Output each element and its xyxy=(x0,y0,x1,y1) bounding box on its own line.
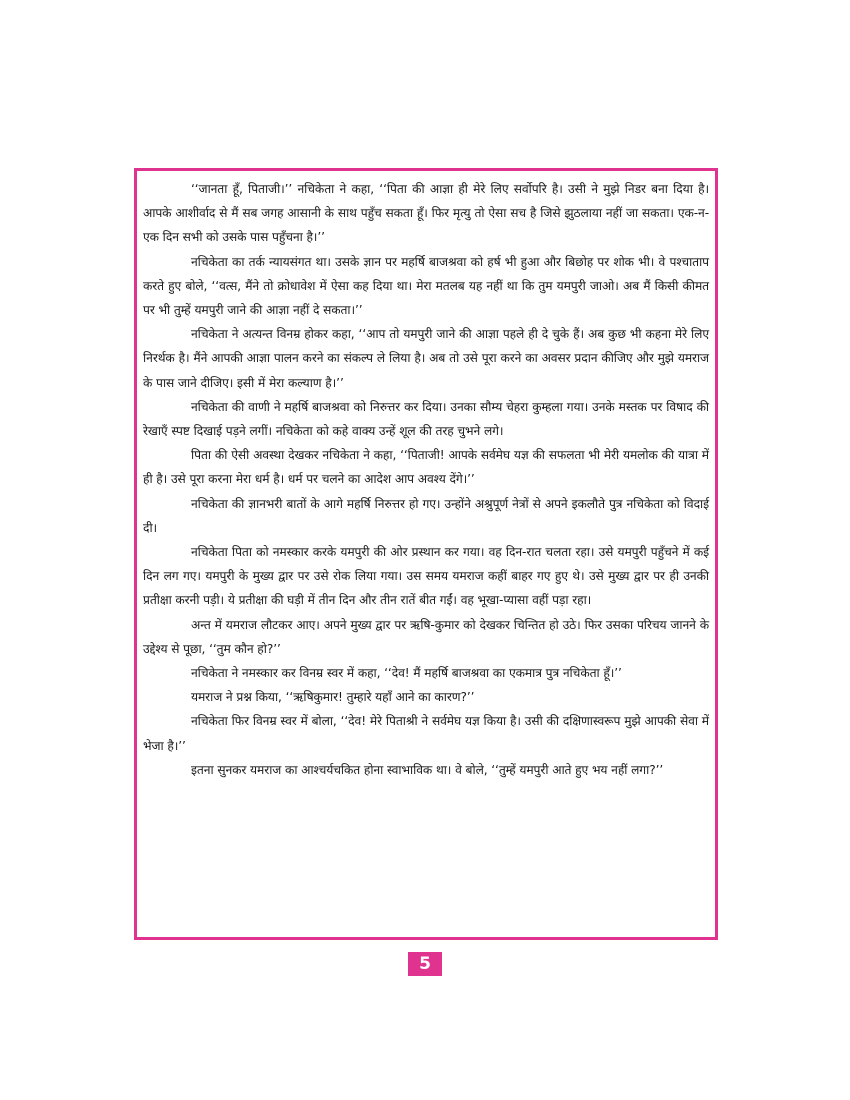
paragraph: नचिकेता फिर विनम्र स्वर में बोला, ‘‘देव! मेरे पिताश्री ने सर्वमेघ यज्ञ किया है। उसी की दक्षिणास्वरूप मुझे आपकी सेवा में भेजा है।’’ xyxy=(143,714,709,753)
paragraph: नचिकेता की वाणी ने महर्षि बाजश्रवा को निरुत्तर कर दिया। उनका सौम्य चेहरा कुम्हला गया। उनके मस्तक पर विषाद की रेखाएँ स्पष्ट दिखाई पड़ने लगीं। नचिकेता को कहे वाक्य उन्हें शूल की तरह चुभने लगे। xyxy=(143,399,709,439)
paragraph: नचिकेता पिता को नमस्कार करके यमपुरी की ओर प्रस्थान कर गया। वह दिन-रात चलता रहा। उसे यमपुरी पहुँचने में कई दिन लग गए। यमपुरी के मुख्य द्वार पर उसे रोक लिया गया। उस समय यमराज कहीं बाहर गए हुए थे। उसे मुख्य द्वार पर ही उनकी प्रतीक्षा करनी पड़ी। ये प्रतीक्षा की घड़ी में तीन दिन और तीन रातें बीत गईं। वह भूखा-प्यासा वहीं पड़ा रहा। xyxy=(143,545,709,608)
paragraph: नचिकेता ने नमस्कार कर विनम्र स्वर में कहा, ‘‘देव! मैं महर्षि बाजश्रवा का एकमात्र पुत्र नचिकेता हूँ।’’ xyxy=(191,666,622,681)
paragraph: ‘‘जानता हूँ, पिताजी।’’ नचिकेता ने कहा, ‘‘पिता की आज्ञा ही मेरे लिए सर्वोपरि है। उसी ने मुझे निडर बना दिया है। आपके आशीर्वाद से मैं सब जगह आसानी के साथ पहुँच सकता हूँ। फिर मृत्यु तो ऐसा सच है जिसे झुठलाया नहीं जा सकता। एक-न-एक दिन सभी को उसके पास पहुँचना है।’’ xyxy=(143,182,709,245)
page-number: 5 xyxy=(408,952,442,976)
text-frame xyxy=(134,168,718,940)
paragraph: पिता की ऐसी अवस्था देखकर नचिकेता ने कहा, ‘‘पिताजी! आपके सर्वमेघ यज्ञ की सफलता भी मेरी यमलोक की यात्रा में ही है। उसे पूरा करना मेरा धर्म है। धर्म पर चलने का आदेश आप अवश्य देंगे।’’ xyxy=(143,448,709,487)
paragraph: यमराज ने प्रश्न किया, ‘‘ऋषिकुमार! तुम्हारे यहाँ आने का कारण?’’ xyxy=(191,690,475,705)
paragraph: इतना सुनकर यमराज का आश्चर्यचकित होना स्वाभाविक था। वे बोले, ‘‘तुम्हें यमपुरी आते हुए भय नहीं लगा?’’ xyxy=(191,762,664,777)
paragraph: नचिकेता का तर्क न्यायसंगत था। उसके ज्ञान पर महर्षि बाजश्रवा को हर्ष भी हुआ और बिछोह पर शोक भी। वे पश्चाताप करते हुए बोले, ‘‘वत्स, मैंने तो क्रोधावेश में ऐसा कह दिया था। मेरा मतलब यह नहीं था कि तुम यमपुरी जाओ। अब मैं किसी कीमत पर भी तुम्हें यमपुरी जाने की आज्ञा नहीं दे सकता।’’ xyxy=(143,254,709,318)
paragraph: नचिकेता ने अत्यन्त विनम्र होकर कहा, ‘‘आप तो यमपुरी जाने की आज्ञा पहले ही दे चुके हैं। अब कुछ भी कहना मेरे लिए निरर्थक है। मैंने आपकी आज्ञा पालन करने का संकल्प ले लिया है। अब तो उसे पूरा करने का अवसर प्रदान कीजिए और मुझे यमराज के पास जाने दीजिए। इसी में मेरा कल्याण है।’’ xyxy=(143,327,709,390)
paragraph: अन्त में यमराज लौटकर आए। अपने मुख्य द्वार पर ऋषि-कुमार को देखकर चिन्तित हो उठे। फिर उसका परिचय जानने के उद्देश्य से पूछा, ‘‘तुम कौन हो?’’ xyxy=(143,617,709,656)
paragraph: नचिकेता की ज्ञानभरी बातों के आगे महर्षि निरुत्तर हो गए। उन्होंने अश्रुपूर्ण नेत्रों से अपने इकलौते पुत्र नचिकेता को विदाई दी। xyxy=(143,496,709,535)
